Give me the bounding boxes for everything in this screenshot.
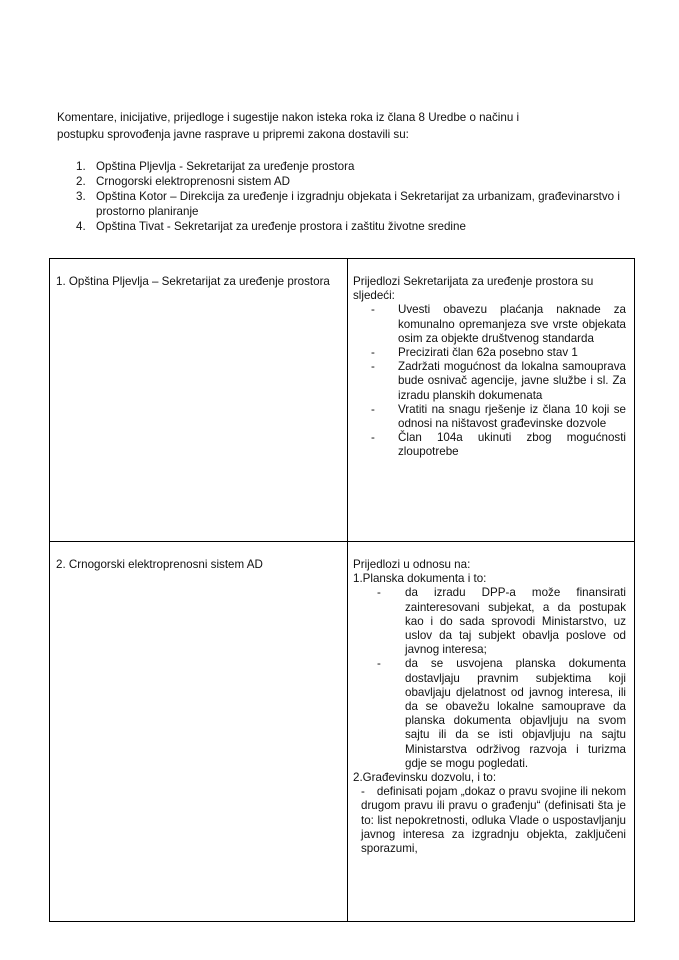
list-item <box>353 586 626 657</box>
dash-marker: - <box>371 402 375 416</box>
item-number: 4. <box>76 220 86 233</box>
list-item-text: Vratiti na snagu rješenje iz člana 10 koji se odnosi na ništavost građevinske dozvole <box>398 402 626 431</box>
list-item <box>353 785 626 856</box>
dash-marker: - <box>371 303 375 317</box>
item-number: 1. <box>76 160 86 173</box>
list-item-text: definisati pojam „dokaz o pravu svojine ili nekom drugom pravu ili pravu o građenju“ (definisati šta je to: list nepokretnosti, odluka Vlade o uspostavljanju javnog interesa za izgradnju objekta, zaključeni sporazumi, <box>361 785 626 856</box>
proposals-list <box>353 303 626 459</box>
dash-marker: - <box>371 431 375 445</box>
comments-table <box>49 258 635 922</box>
list-item-text: da se usvojena planska dokumenta dostavljaju pravnim subjektima koji obavljaju djelatnost od javnog interesa, ili da se obavežu lokalne samouprave da planska dokumenta objavljuju na svom sajtu ili da se isti objavljuju na sajtu Ministarstva održivog razvoja i turizma gdje se mogu pogledati. <box>405 657 626 770</box>
list-item-text: Zadržati mogućnost da lokalna samouprava bude osnivač agencije, javne službe i sl. Za izradu planskih dokumenata <box>398 360 626 402</box>
dash-marker: - <box>371 360 375 374</box>
submitter-cell: 2. Crnogorski elektroprenosni sistem AD <box>50 542 348 922</box>
intro-line-2: postupku sprovođenja javne rasprave u pripremi zakona dostavili su: <box>57 128 409 141</box>
list-item-text: da izradu DPP-a može finansirati zainteresovani subjekat, a da postupak kao i do sada sprovodi Ministarstvo, uz uslov da taj subjekt obavlja poslove od javnog interesa; <box>405 586 626 657</box>
item-text: Opština Tivat - Sekretarijat za uređenje prostora i zaštitu životne sredine <box>96 220 466 233</box>
submitter-item <box>76 189 636 219</box>
item-number: 2. <box>76 175 86 188</box>
intro-line-1: Komentare, inicijative, prijedloge i sugestije nakon isteka roka iz člana 8 Uredbe o načinu i <box>57 111 520 124</box>
proposals-cell <box>348 259 635 542</box>
list-item-text: Precizirati član 62a posebno stav 1 <box>398 346 578 360</box>
proposals-intro: Prijedlozi u odnosu na: <box>353 558 471 571</box>
item-text: Opština Pljevlja - Sekretarijat za uređenje prostora <box>96 160 355 173</box>
proposals-cell <box>348 542 635 922</box>
submitters-list <box>76 159 636 234</box>
submitter-cell: 1. Opština Pljevlja – Sekretarijat za uređenje prostora <box>50 259 348 542</box>
item-number: 3. <box>76 190 86 203</box>
list-item-text: Uvesti obavezu plaćanja naknade za komunalno opremanjeza sve vrste objekata osim za objekte društvenog standarda <box>398 303 626 345</box>
list-item <box>353 431 626 459</box>
list-item <box>353 403 626 431</box>
table-row <box>50 542 635 922</box>
dash-marker: - <box>377 657 381 671</box>
section-heading: 1.Planska dokumenta i to: <box>353 572 487 586</box>
dash-marker: - <box>361 785 365 799</box>
section-heading: 2.Građevinsku dozvolu, i to: <box>353 771 497 785</box>
list-item <box>353 657 626 771</box>
proposals-list <box>353 586 626 771</box>
submitter-item <box>76 159 636 174</box>
proposals-intro: Prijedlozi Sekretarijata za uređenje prostora su sljedeći: <box>353 275 594 303</box>
list-item <box>353 303 626 346</box>
dash-marker: - <box>377 586 381 600</box>
table-row <box>50 259 635 542</box>
submitter-item <box>76 174 636 189</box>
submitter-item <box>76 219 636 234</box>
item-text: Opština Kotor – Direkcija za uređenje i izgradnju objekata i Sekretarijat za urbanizam, građevinarstvo i prostorno planiranje <box>96 190 620 218</box>
dash-marker: - <box>371 346 375 360</box>
list-item-text: Član 104a ukinuti zbog mogućnosti zloupotrebe <box>398 431 626 459</box>
intro-paragraph <box>57 109 632 143</box>
list-item <box>353 346 626 360</box>
item-text: Crnogorski elektroprenosni sistem AD <box>96 175 290 188</box>
list-item <box>353 360 626 403</box>
